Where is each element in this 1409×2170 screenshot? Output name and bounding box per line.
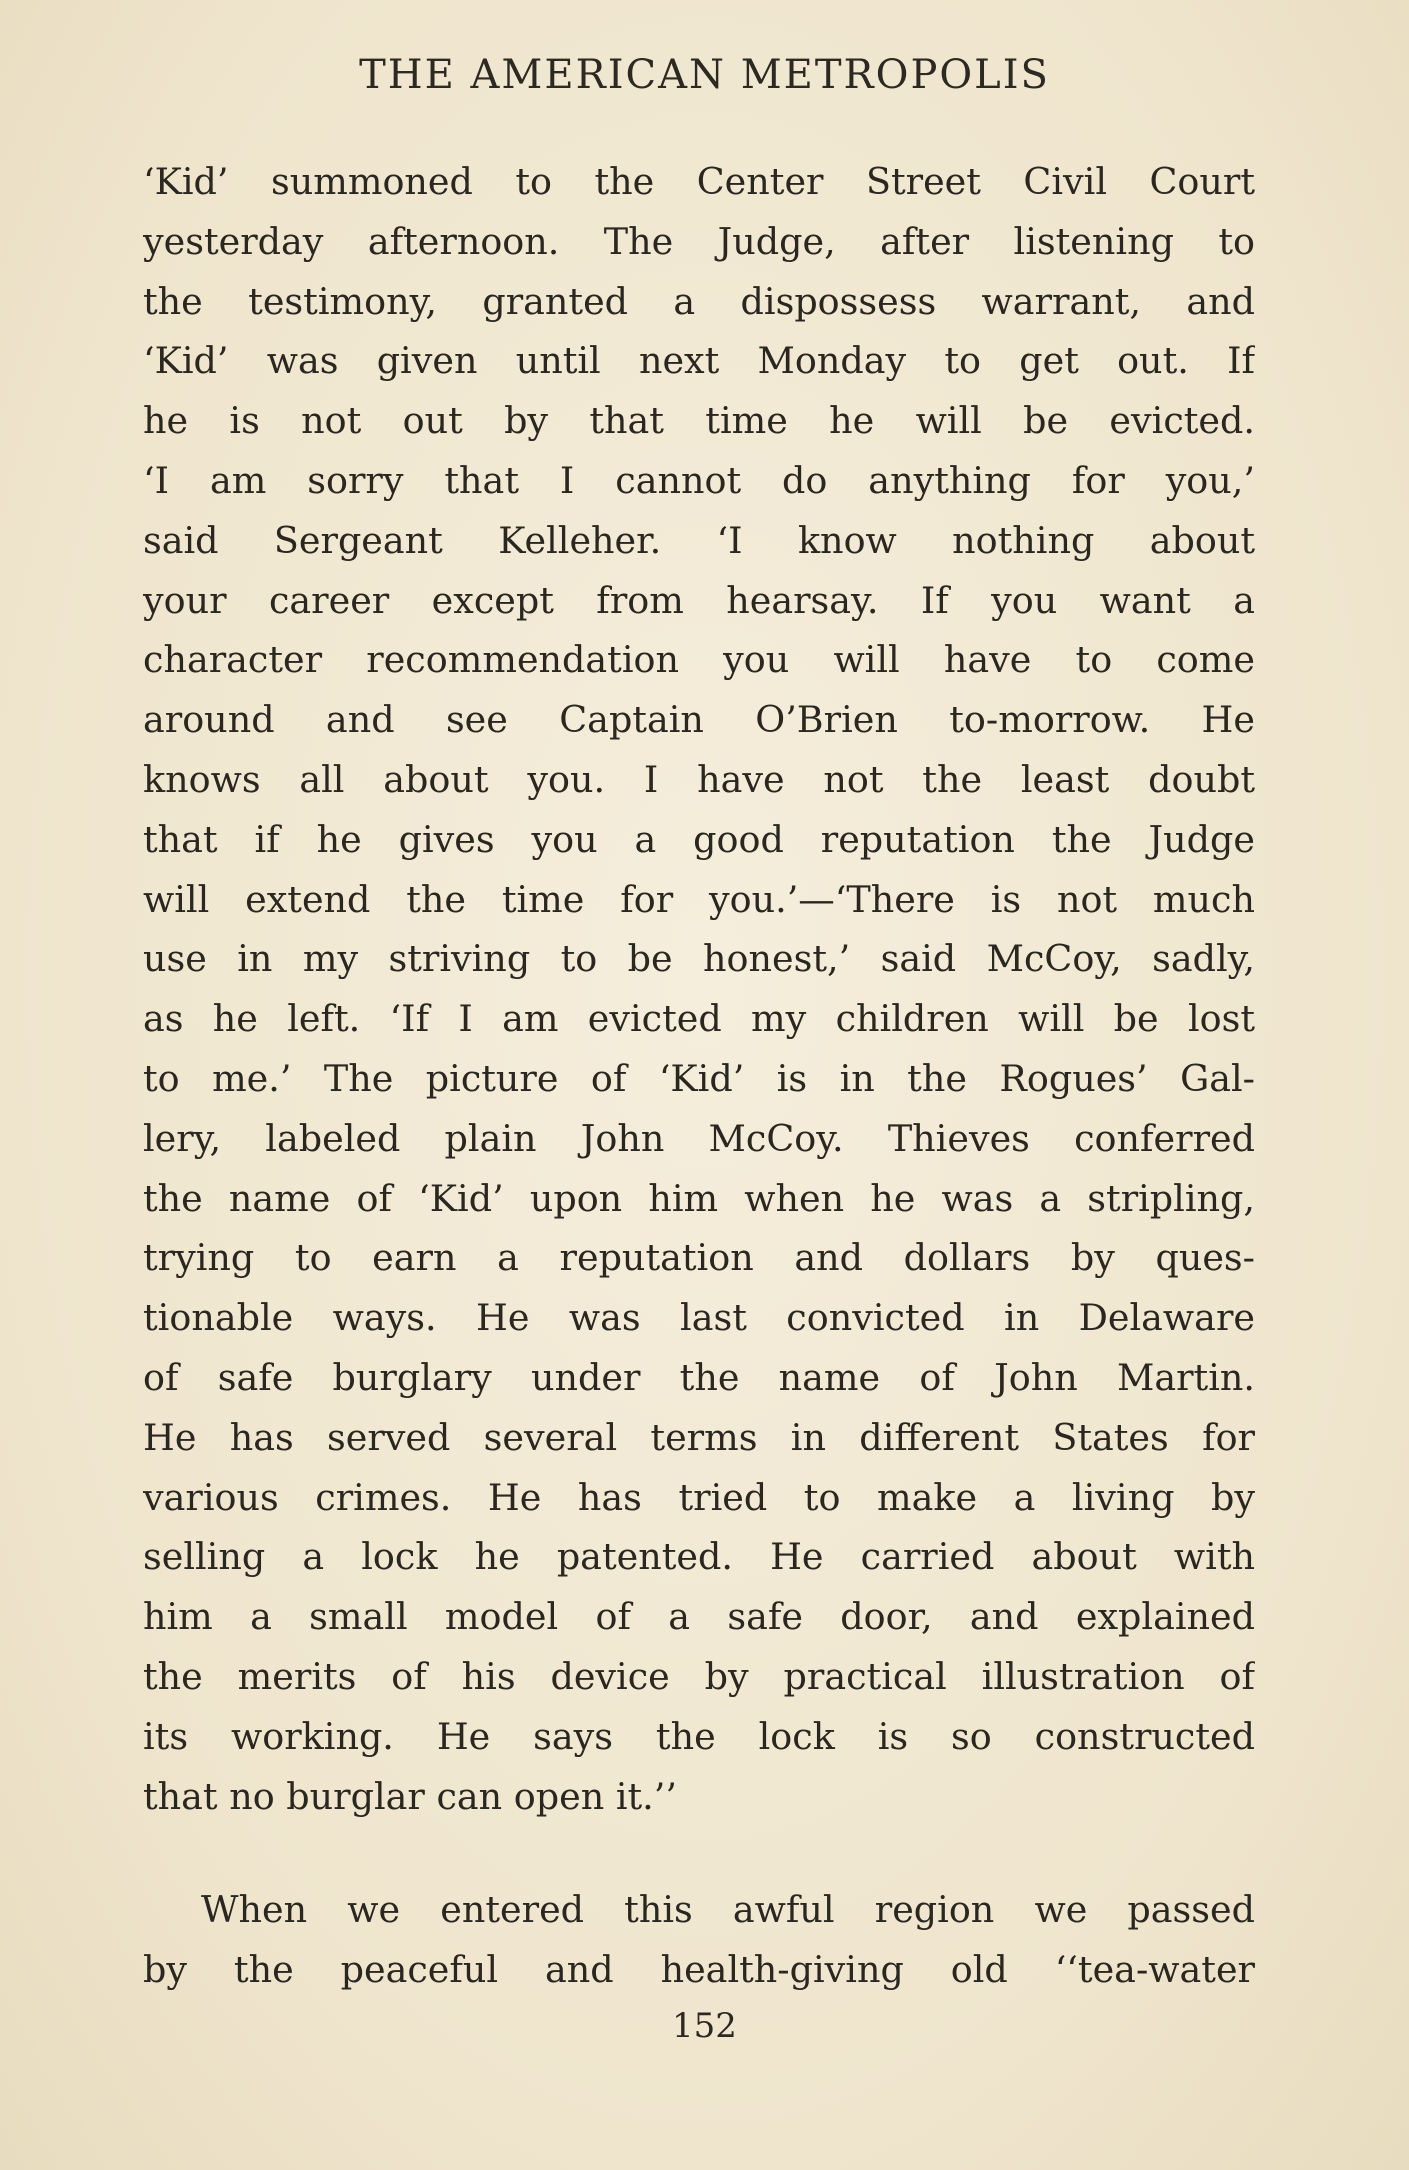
text-line: as he left. ‘If I am evicted my children will be lost (143, 997, 1255, 1041)
text-line: around and see Captain O’Brien to-morrow. He (143, 698, 1255, 742)
text-line: will extend the time for you.’—‘There is not much (143, 877, 1255, 921)
text-line: use in my striving to be honest,’ said McCoy, sadly, (143, 937, 1255, 981)
text-line: yesterday afternoon. The Judge, after listening to (143, 219, 1255, 263)
text-line: the merits of his device by practical illustration of (143, 1654, 1255, 1698)
text-line: trying to earn a reputation and dollars by ques- (143, 1236, 1255, 1280)
text-line: selling a lock he patented. He carried about with (143, 1535, 1255, 1579)
text-line: character recommendation you will have to come (143, 638, 1255, 682)
text-line: He has served several terms in different States for (143, 1415, 1255, 1459)
text-line: the name of ‘Kid’ upon him when he was a stripling, (143, 1176, 1255, 1220)
text-line: various crimes. He has tried to make a living by (143, 1475, 1255, 1519)
paragraph-1 (143, 152, 1255, 1826)
text-line: tionable ways. He was last convicted in Delaware (143, 1296, 1255, 1340)
page-number: 152 (672, 2006, 737, 2046)
text-line: that if he gives you a good reputation the Judge (143, 817, 1255, 861)
text-line: When we entered this awful region we passed (201, 1888, 1255, 1931)
text-line: he is not out by that time he will be evicted. (143, 399, 1255, 443)
text-line: knows all about you. I have not the least doubt (143, 757, 1255, 801)
text-line: its working. He says the lock is so constructed (143, 1714, 1255, 1758)
text-line: the testimony, granted a dispossess warrant, and (143, 279, 1255, 323)
text-line: ‘Kid’ summoned to the Center Street Civil Court (143, 160, 1255, 203)
text-line: to me.’ The picture of ‘Kid’ is in the Rogues’ Gal- (143, 1056, 1255, 1100)
text-line: lery, labeled plain John McCoy. Thieves conferred (143, 1116, 1255, 1160)
text-line: of safe burglary under the name of John Martin. (143, 1355, 1255, 1399)
text-line: by the peaceful and health-giving old ‘‘tea-water (143, 1947, 1255, 1991)
text-line: ‘I am sorry that I cannot do anything for you,’ (143, 458, 1255, 502)
paragraph-2 (143, 1880, 1255, 2000)
text-line: ‘Kid’ was given until next Monday to get out. If (143, 339, 1255, 383)
text-line: said Sergeant Kelleher. ‘I know nothing about (143, 518, 1255, 562)
running-head: THE AMERICAN METROPOLIS (359, 52, 1050, 98)
text-line: your career except from hearsay. If you want a (143, 578, 1255, 622)
text-line: him a small model of a safe door, and explained (143, 1595, 1255, 1639)
text-line: that no burglar can open it.’’ (143, 1774, 677, 1818)
